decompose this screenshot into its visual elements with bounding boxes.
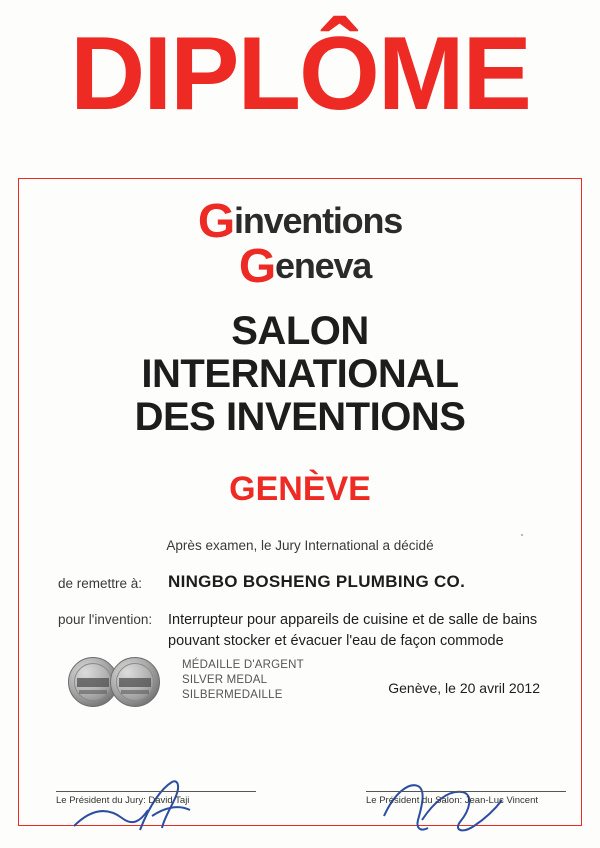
logo-line-inventions	[0, 195, 600, 248]
label-award-to: de remettre à:	[58, 576, 143, 591]
heading-line-salon: SALON	[231, 309, 369, 353]
heading-line-international: INTERNATIONAL	[141, 352, 459, 397]
logo-line-geneva	[0, 240, 600, 294]
signature-caption-jury: Le Président du Jury: David Taji	[56, 795, 190, 806]
inventions-geneva-logo	[0, 195, 600, 294]
place-and-date: Genève, le 20 avril 2012	[388, 680, 540, 696]
medal-caption-de: SILBERMEDAILLE	[182, 689, 283, 702]
logo-cap-g-2: G	[238, 240, 276, 294]
jury-statement: Après examen, le Jury International a décidé	[166, 538, 434, 553]
invention-line-2: pouvant stocker et évacuer l'eau de façon commode	[168, 633, 504, 650]
heading-city: GENÈVE	[229, 470, 371, 508]
invention-line-1: Interrupteur pour appareils de cuisine et de salle de bains	[168, 612, 538, 628]
medal-icon-right	[110, 657, 160, 707]
signature-block-jury	[56, 791, 256, 806]
medal-engraving-left	[77, 678, 109, 687]
medal-caption-en: SILVER MEDAL	[182, 674, 268, 687]
signature-rule-jury	[56, 791, 256, 792]
signature-rule-salon	[366, 791, 566, 792]
event-heading	[0, 310, 600, 440]
page-title: DIPLÔME	[70, 16, 530, 132]
label-invention: pour l'invention:	[58, 612, 153, 627]
scan-speck	[521, 534, 523, 536]
logo-text-geneva: eneva	[275, 245, 372, 287]
medal-engraving-right	[119, 678, 151, 687]
medal-caption	[182, 658, 304, 704]
logo-cap-g-1: G	[197, 195, 235, 248]
recipient-name: NINGBO BOSHENG PLUMBING CO.	[168, 572, 466, 591]
invention-description	[168, 610, 568, 652]
medal-caption-fr: MÉDAILLE D'ARGENT	[182, 659, 304, 671]
signature-block-salon	[366, 791, 566, 806]
signature-caption-salon: Le Président du Salon: Jean-Luc Vincent	[366, 795, 538, 806]
medal-engraving-right-2	[121, 690, 149, 694]
logo-text-inventions: inventions	[234, 200, 403, 241]
medal-emblems	[68, 657, 176, 707]
medal-engraving-left-2	[79, 690, 107, 694]
heading-line-des-inventions: DES INVENTIONS	[134, 395, 466, 440]
